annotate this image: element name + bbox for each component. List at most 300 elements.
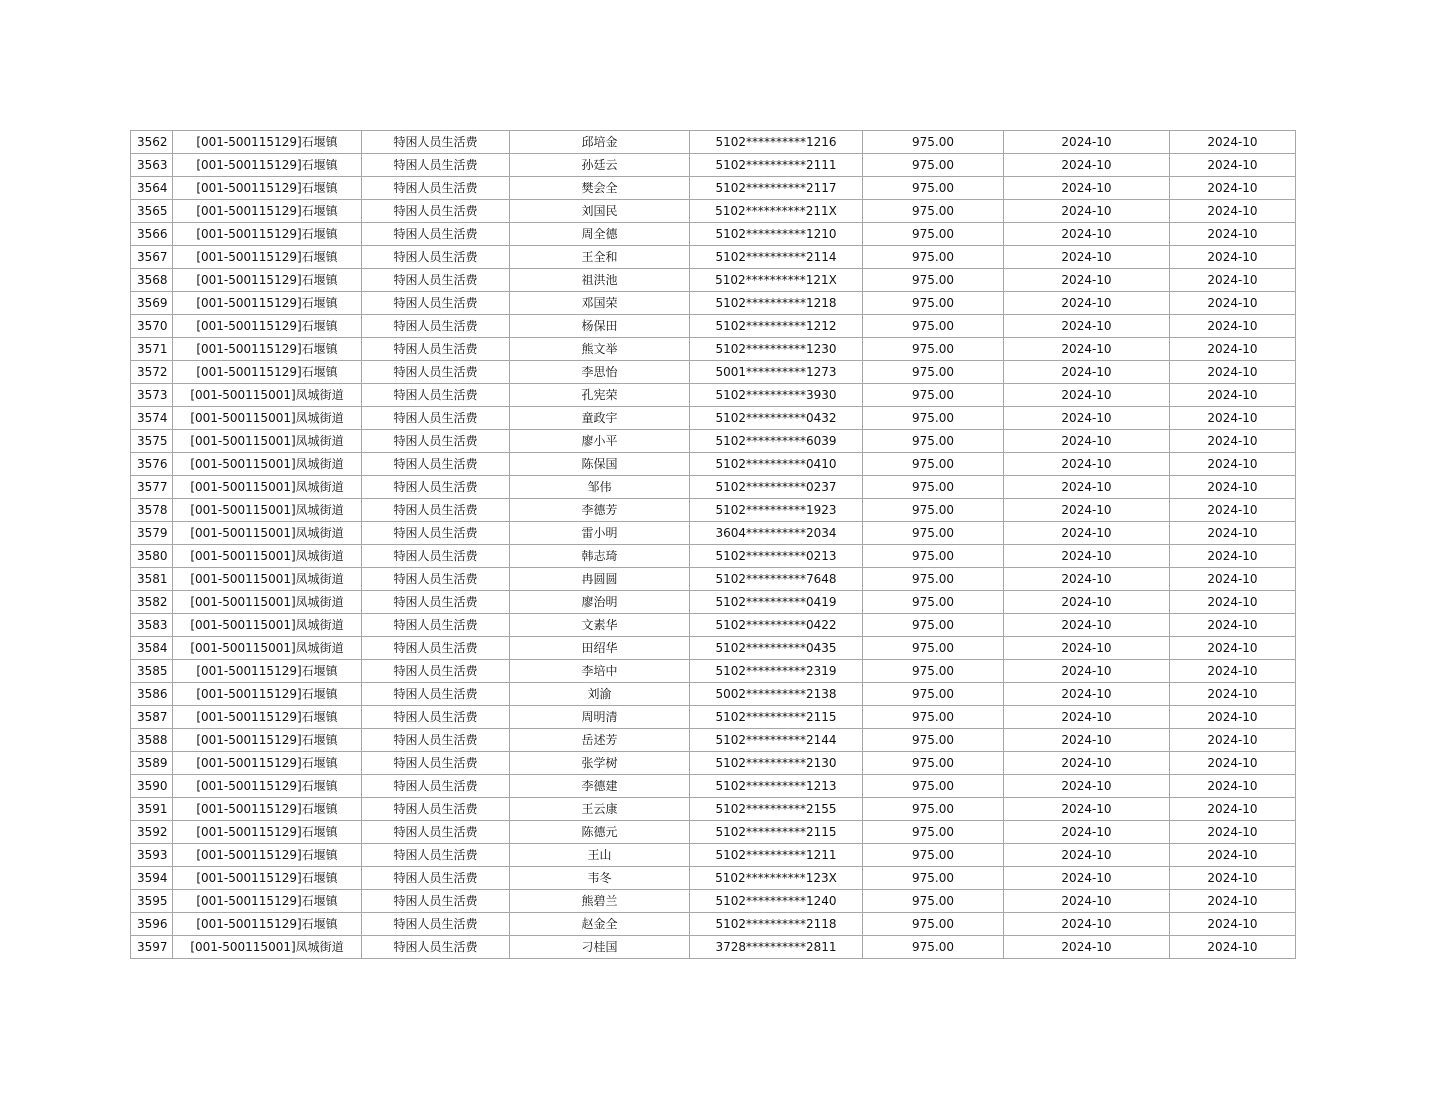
id-number-cell: 5102**********1230: [690, 338, 863, 361]
table-row: [131, 706, 1296, 729]
row-number-cell: 3576: [131, 453, 173, 476]
category-cell: 特困人员生活费: [362, 522, 510, 545]
category-cell: 特困人员生活费: [362, 936, 510, 959]
end-month-cell: 2024-10: [1170, 384, 1296, 407]
name-cell: 熊碧兰: [510, 890, 690, 913]
id-number-cell: 5102**********7648: [690, 568, 863, 591]
end-month-cell: 2024-10: [1170, 292, 1296, 315]
id-number-cell: 5102**********6039: [690, 430, 863, 453]
amount-cell: 975.00: [863, 384, 1004, 407]
end-month-cell: 2024-10: [1170, 200, 1296, 223]
table-row: [131, 729, 1296, 752]
end-month-cell: 2024-10: [1170, 591, 1296, 614]
row-number-cell: 3582: [131, 591, 173, 614]
name-cell: 陈保国: [510, 453, 690, 476]
row-number-cell: 3589: [131, 752, 173, 775]
id-number-cell: 5102**********2144: [690, 729, 863, 752]
row-number-cell: 3569: [131, 292, 173, 315]
amount-cell: 975.00: [863, 315, 1004, 338]
start-month-cell: 2024-10: [1004, 154, 1170, 177]
start-month-cell: 2024-10: [1004, 614, 1170, 637]
unit-cell: [001-500115129]石堰镇: [173, 729, 362, 752]
unit-cell: [001-500115129]石堰镇: [173, 200, 362, 223]
table-row: [131, 223, 1296, 246]
table-row: [131, 200, 1296, 223]
category-cell: 特困人员生活费: [362, 752, 510, 775]
start-month-cell: 2024-10: [1004, 292, 1170, 315]
id-number-cell: 3604**********2034: [690, 522, 863, 545]
table-row: [131, 384, 1296, 407]
amount-cell: 975.00: [863, 361, 1004, 384]
unit-cell: [001-500115001]凤城街道: [173, 453, 362, 476]
amount-cell: 975.00: [863, 683, 1004, 706]
id-number-cell: 5102**********1923: [690, 499, 863, 522]
start-month-cell: 2024-10: [1004, 752, 1170, 775]
id-number-cell: 5102**********2130: [690, 752, 863, 775]
name-cell: 孙廷云: [510, 154, 690, 177]
amount-cell: 975.00: [863, 568, 1004, 591]
start-month-cell: 2024-10: [1004, 637, 1170, 660]
category-cell: 特困人员生活费: [362, 683, 510, 706]
unit-cell: [001-500115129]石堰镇: [173, 361, 362, 384]
id-number-cell: 5102**********2111: [690, 154, 863, 177]
name-cell: 韦冬: [510, 867, 690, 890]
table-row: [131, 522, 1296, 545]
table-row: [131, 568, 1296, 591]
table-row: [131, 660, 1296, 683]
row-number-cell: 3593: [131, 844, 173, 867]
unit-cell: [001-500115129]石堰镇: [173, 131, 362, 154]
amount-cell: 975.00: [863, 269, 1004, 292]
id-number-cell: 5102**********0432: [690, 407, 863, 430]
unit-cell: [001-500115001]凤城街道: [173, 430, 362, 453]
start-month-cell: 2024-10: [1004, 683, 1170, 706]
row-number-cell: 3587: [131, 706, 173, 729]
table-row: [131, 292, 1296, 315]
end-month-cell: 2024-10: [1170, 798, 1296, 821]
row-number-cell: 3596: [131, 913, 173, 936]
name-cell: 邓国荣: [510, 292, 690, 315]
start-month-cell: 2024-10: [1004, 936, 1170, 959]
start-month-cell: 2024-10: [1004, 246, 1170, 269]
start-month-cell: 2024-10: [1004, 361, 1170, 384]
end-month-cell: 2024-10: [1170, 729, 1296, 752]
category-cell: 特困人员生活费: [362, 269, 510, 292]
amount-cell: 975.00: [863, 131, 1004, 154]
id-number-cell: 5102**********211X: [690, 200, 863, 223]
category-cell: 特困人员生活费: [362, 660, 510, 683]
row-number-cell: 3577: [131, 476, 173, 499]
name-cell: 邱培金: [510, 131, 690, 154]
start-month-cell: 2024-10: [1004, 476, 1170, 499]
name-cell: 杨保田: [510, 315, 690, 338]
unit-cell: [001-500115129]石堰镇: [173, 752, 362, 775]
end-month-cell: 2024-10: [1170, 430, 1296, 453]
end-month-cell: 2024-10: [1170, 890, 1296, 913]
start-month-cell: 2024-10: [1004, 453, 1170, 476]
amount-cell: 975.00: [863, 775, 1004, 798]
start-month-cell: 2024-10: [1004, 131, 1170, 154]
category-cell: 特困人员生活费: [362, 545, 510, 568]
data-table: [130, 130, 1296, 959]
end-month-cell: 2024-10: [1170, 568, 1296, 591]
table-row: [131, 798, 1296, 821]
category-cell: 特困人员生活费: [362, 499, 510, 522]
amount-cell: 975.00: [863, 637, 1004, 660]
start-month-cell: 2024-10: [1004, 660, 1170, 683]
start-month-cell: 2024-10: [1004, 545, 1170, 568]
id-number-cell: 5102**********121X: [690, 269, 863, 292]
name-cell: 冉圆圆: [510, 568, 690, 591]
table-row: [131, 913, 1296, 936]
name-cell: 刘国民: [510, 200, 690, 223]
row-number-cell: 3572: [131, 361, 173, 384]
name-cell: 岳述芳: [510, 729, 690, 752]
row-number-cell: 3591: [131, 798, 173, 821]
row-number-cell: 3562: [131, 131, 173, 154]
category-cell: 特困人员生活费: [362, 246, 510, 269]
start-month-cell: 2024-10: [1004, 729, 1170, 752]
name-cell: 赵金全: [510, 913, 690, 936]
unit-cell: [001-500115001]凤城街道: [173, 499, 362, 522]
start-month-cell: 2024-10: [1004, 384, 1170, 407]
start-month-cell: 2024-10: [1004, 706, 1170, 729]
id-number-cell: 5102**********0213: [690, 545, 863, 568]
category-cell: 特困人员生活费: [362, 315, 510, 338]
name-cell: 刁桂国: [510, 936, 690, 959]
table-row: [131, 476, 1296, 499]
name-cell: 廖小平: [510, 430, 690, 453]
start-month-cell: 2024-10: [1004, 867, 1170, 890]
end-month-cell: 2024-10: [1170, 361, 1296, 384]
start-month-cell: 2024-10: [1004, 522, 1170, 545]
category-cell: 特困人员生活费: [362, 844, 510, 867]
category-cell: 特困人员生活费: [362, 338, 510, 361]
amount-cell: 975.00: [863, 177, 1004, 200]
row-number-cell: 3579: [131, 522, 173, 545]
name-cell: 童政宇: [510, 407, 690, 430]
table-row: [131, 821, 1296, 844]
amount-cell: 975.00: [863, 154, 1004, 177]
amount-cell: 975.00: [863, 890, 1004, 913]
amount-cell: 975.00: [863, 614, 1004, 637]
amount-cell: 975.00: [863, 246, 1004, 269]
start-month-cell: 2024-10: [1004, 200, 1170, 223]
id-number-cell: 5102**********2118: [690, 913, 863, 936]
row-number-cell: 3594: [131, 867, 173, 890]
row-number-cell: 3597: [131, 936, 173, 959]
table-row: [131, 637, 1296, 660]
name-cell: 孔宪荣: [510, 384, 690, 407]
row-number-cell: 3580: [131, 545, 173, 568]
unit-cell: [001-500115001]凤城街道: [173, 568, 362, 591]
id-number-cell: 5102**********2117: [690, 177, 863, 200]
amount-cell: 975.00: [863, 660, 1004, 683]
row-number-cell: 3571: [131, 338, 173, 361]
row-number-cell: 3584: [131, 637, 173, 660]
table-row: [131, 177, 1296, 200]
start-month-cell: 2024-10: [1004, 499, 1170, 522]
unit-cell: [001-500115001]凤城街道: [173, 545, 362, 568]
id-number-cell: 5102**********0435: [690, 637, 863, 660]
unit-cell: [001-500115129]石堰镇: [173, 913, 362, 936]
amount-cell: 975.00: [863, 798, 1004, 821]
category-cell: 特困人员生活费: [362, 476, 510, 499]
table-row: [131, 890, 1296, 913]
amount-cell: 975.00: [863, 545, 1004, 568]
row-number-cell: 3578: [131, 499, 173, 522]
table-row: [131, 614, 1296, 637]
row-number-cell: 3573: [131, 384, 173, 407]
category-cell: 特困人员生活费: [362, 407, 510, 430]
table-row: [131, 591, 1296, 614]
row-number-cell: 3574: [131, 407, 173, 430]
unit-cell: [001-500115129]石堰镇: [173, 683, 362, 706]
name-cell: 张学树: [510, 752, 690, 775]
unit-cell: [001-500115129]石堰镇: [173, 660, 362, 683]
category-cell: 特困人员生活费: [362, 292, 510, 315]
category-cell: 特困人员生活费: [362, 637, 510, 660]
name-cell: 刘渝: [510, 683, 690, 706]
unit-cell: [001-500115001]凤城街道: [173, 384, 362, 407]
unit-cell: [001-500115001]凤城街道: [173, 591, 362, 614]
name-cell: 王山: [510, 844, 690, 867]
end-month-cell: 2024-10: [1170, 660, 1296, 683]
id-number-cell: 5102**********0419: [690, 591, 863, 614]
id-number-cell: 5102**********1218: [690, 292, 863, 315]
id-number-cell: 5102**********1212: [690, 315, 863, 338]
name-cell: 樊会全: [510, 177, 690, 200]
end-month-cell: 2024-10: [1170, 752, 1296, 775]
start-month-cell: 2024-10: [1004, 315, 1170, 338]
amount-cell: 975.00: [863, 499, 1004, 522]
amount-cell: 975.00: [863, 223, 1004, 246]
unit-cell: [001-500115129]石堰镇: [173, 821, 362, 844]
category-cell: 特困人员生活费: [362, 775, 510, 798]
end-month-cell: 2024-10: [1170, 338, 1296, 361]
row-number-cell: 3568: [131, 269, 173, 292]
table-row: [131, 315, 1296, 338]
start-month-cell: 2024-10: [1004, 890, 1170, 913]
category-cell: 特困人员生活费: [362, 177, 510, 200]
amount-cell: 975.00: [863, 936, 1004, 959]
unit-cell: [001-500115001]凤城街道: [173, 476, 362, 499]
amount-cell: 975.00: [863, 407, 1004, 430]
id-number-cell: 5102**********1240: [690, 890, 863, 913]
category-cell: 特困人员生活费: [362, 798, 510, 821]
unit-cell: [001-500115001]凤城街道: [173, 522, 362, 545]
row-number-cell: 3586: [131, 683, 173, 706]
category-cell: 特困人员生活费: [362, 223, 510, 246]
amount-cell: 975.00: [863, 821, 1004, 844]
name-cell: 周全德: [510, 223, 690, 246]
row-number-cell: 3592: [131, 821, 173, 844]
amount-cell: 975.00: [863, 522, 1004, 545]
start-month-cell: 2024-10: [1004, 430, 1170, 453]
row-number-cell: 3581: [131, 568, 173, 591]
end-month-cell: 2024-10: [1170, 223, 1296, 246]
start-month-cell: 2024-10: [1004, 338, 1170, 361]
amount-cell: 975.00: [863, 706, 1004, 729]
table-row: [131, 430, 1296, 453]
table-row: [131, 775, 1296, 798]
id-number-cell: 5102**********1211: [690, 844, 863, 867]
name-cell: 李思怡: [510, 361, 690, 384]
category-cell: 特困人员生活费: [362, 384, 510, 407]
row-number-cell: 3564: [131, 177, 173, 200]
start-month-cell: 2024-10: [1004, 177, 1170, 200]
name-cell: 王云康: [510, 798, 690, 821]
unit-cell: [001-500115129]石堰镇: [173, 269, 362, 292]
row-number-cell: 3570: [131, 315, 173, 338]
end-month-cell: 2024-10: [1170, 775, 1296, 798]
id-number-cell: 5102**********0422: [690, 614, 863, 637]
unit-cell: [001-500115129]石堰镇: [173, 223, 362, 246]
id-number-cell: 5102**********2319: [690, 660, 863, 683]
category-cell: 特困人员生活费: [362, 591, 510, 614]
row-number-cell: 3566: [131, 223, 173, 246]
table-row: [131, 361, 1296, 384]
unit-cell: [001-500115129]石堰镇: [173, 315, 362, 338]
start-month-cell: 2024-10: [1004, 223, 1170, 246]
category-cell: 特困人员生活费: [362, 430, 510, 453]
amount-cell: 975.00: [863, 338, 1004, 361]
name-cell: 李德建: [510, 775, 690, 798]
row-number-cell: 3567: [131, 246, 173, 269]
unit-cell: [001-500115001]凤城街道: [173, 407, 362, 430]
start-month-cell: 2024-10: [1004, 913, 1170, 936]
amount-cell: 975.00: [863, 292, 1004, 315]
table-row: [131, 545, 1296, 568]
unit-cell: [001-500115129]石堰镇: [173, 177, 362, 200]
table-row: [131, 338, 1296, 361]
row-number-cell: 3588: [131, 729, 173, 752]
unit-cell: [001-500115001]凤城街道: [173, 936, 362, 959]
category-cell: 特困人员生活费: [362, 867, 510, 890]
name-cell: 王全和: [510, 246, 690, 269]
row-number-cell: 3583: [131, 614, 173, 637]
id-number-cell: 3728**********2811: [690, 936, 863, 959]
amount-cell: 975.00: [863, 913, 1004, 936]
unit-cell: [001-500115001]凤城街道: [173, 637, 362, 660]
row-number-cell: 3575: [131, 430, 173, 453]
name-cell: 韩志琦: [510, 545, 690, 568]
id-number-cell: 5001**********1273: [690, 361, 863, 384]
end-month-cell: 2024-10: [1170, 706, 1296, 729]
name-cell: 熊文举: [510, 338, 690, 361]
name-cell: 陈德元: [510, 821, 690, 844]
category-cell: 特困人员生活费: [362, 614, 510, 637]
table-row: [131, 453, 1296, 476]
table-row: [131, 752, 1296, 775]
table-body: [131, 131, 1296, 959]
table-row: [131, 844, 1296, 867]
start-month-cell: 2024-10: [1004, 269, 1170, 292]
id-number-cell: 5102**********3930: [690, 384, 863, 407]
table-row: [131, 936, 1296, 959]
end-month-cell: 2024-10: [1170, 913, 1296, 936]
category-cell: 特困人员生活费: [362, 913, 510, 936]
category-cell: 特困人员生活费: [362, 154, 510, 177]
name-cell: 田绍华: [510, 637, 690, 660]
table-row: [131, 407, 1296, 430]
end-month-cell: 2024-10: [1170, 453, 1296, 476]
end-month-cell: 2024-10: [1170, 315, 1296, 338]
end-month-cell: 2024-10: [1170, 936, 1296, 959]
unit-cell: [001-500115001]凤城街道: [173, 614, 362, 637]
id-number-cell: 5102**********1216: [690, 131, 863, 154]
amount-cell: 975.00: [863, 476, 1004, 499]
amount-cell: 975.00: [863, 729, 1004, 752]
category-cell: 特困人员生活费: [362, 568, 510, 591]
unit-cell: [001-500115129]石堰镇: [173, 706, 362, 729]
amount-cell: 975.00: [863, 430, 1004, 453]
id-number-cell: 5102**********123X: [690, 867, 863, 890]
name-cell: 廖治明: [510, 591, 690, 614]
end-month-cell: 2024-10: [1170, 246, 1296, 269]
id-number-cell: 5102**********2115: [690, 821, 863, 844]
id-number-cell: 5002**********2138: [690, 683, 863, 706]
table-row: [131, 131, 1296, 154]
end-month-cell: 2024-10: [1170, 522, 1296, 545]
row-number-cell: 3563: [131, 154, 173, 177]
table-row: [131, 683, 1296, 706]
end-month-cell: 2024-10: [1170, 407, 1296, 430]
unit-cell: [001-500115129]石堰镇: [173, 246, 362, 269]
unit-cell: [001-500115129]石堰镇: [173, 292, 362, 315]
end-month-cell: 2024-10: [1170, 867, 1296, 890]
id-number-cell: 5102**********2155: [690, 798, 863, 821]
row-number-cell: 3590: [131, 775, 173, 798]
start-month-cell: 2024-10: [1004, 775, 1170, 798]
unit-cell: [001-500115129]石堰镇: [173, 338, 362, 361]
name-cell: 李德芳: [510, 499, 690, 522]
start-month-cell: 2024-10: [1004, 821, 1170, 844]
end-month-cell: 2024-10: [1170, 131, 1296, 154]
table-row: [131, 246, 1296, 269]
end-month-cell: 2024-10: [1170, 177, 1296, 200]
category-cell: 特困人员生活费: [362, 361, 510, 384]
start-month-cell: 2024-10: [1004, 407, 1170, 430]
name-cell: 文素华: [510, 614, 690, 637]
table-row: [131, 269, 1296, 292]
unit-cell: [001-500115129]石堰镇: [173, 890, 362, 913]
category-cell: 特困人员生活费: [362, 131, 510, 154]
end-month-cell: 2024-10: [1170, 614, 1296, 637]
amount-cell: 975.00: [863, 200, 1004, 223]
row-number-cell: 3585: [131, 660, 173, 683]
table-row: [131, 867, 1296, 890]
start-month-cell: 2024-10: [1004, 568, 1170, 591]
unit-cell: [001-500115129]石堰镇: [173, 775, 362, 798]
start-month-cell: 2024-10: [1004, 844, 1170, 867]
name-cell: 周明清: [510, 706, 690, 729]
id-number-cell: 5102**********1213: [690, 775, 863, 798]
end-month-cell: 2024-10: [1170, 637, 1296, 660]
id-number-cell: 5102**********1210: [690, 223, 863, 246]
end-month-cell: 2024-10: [1170, 683, 1296, 706]
id-number-cell: 5102**********2114: [690, 246, 863, 269]
category-cell: 特困人员生活费: [362, 821, 510, 844]
amount-cell: 975.00: [863, 867, 1004, 890]
end-month-cell: 2024-10: [1170, 545, 1296, 568]
start-month-cell: 2024-10: [1004, 591, 1170, 614]
amount-cell: 975.00: [863, 591, 1004, 614]
category-cell: 特困人员生活费: [362, 453, 510, 476]
amount-cell: 975.00: [863, 453, 1004, 476]
category-cell: 特困人员生活费: [362, 890, 510, 913]
name-cell: 雷小明: [510, 522, 690, 545]
